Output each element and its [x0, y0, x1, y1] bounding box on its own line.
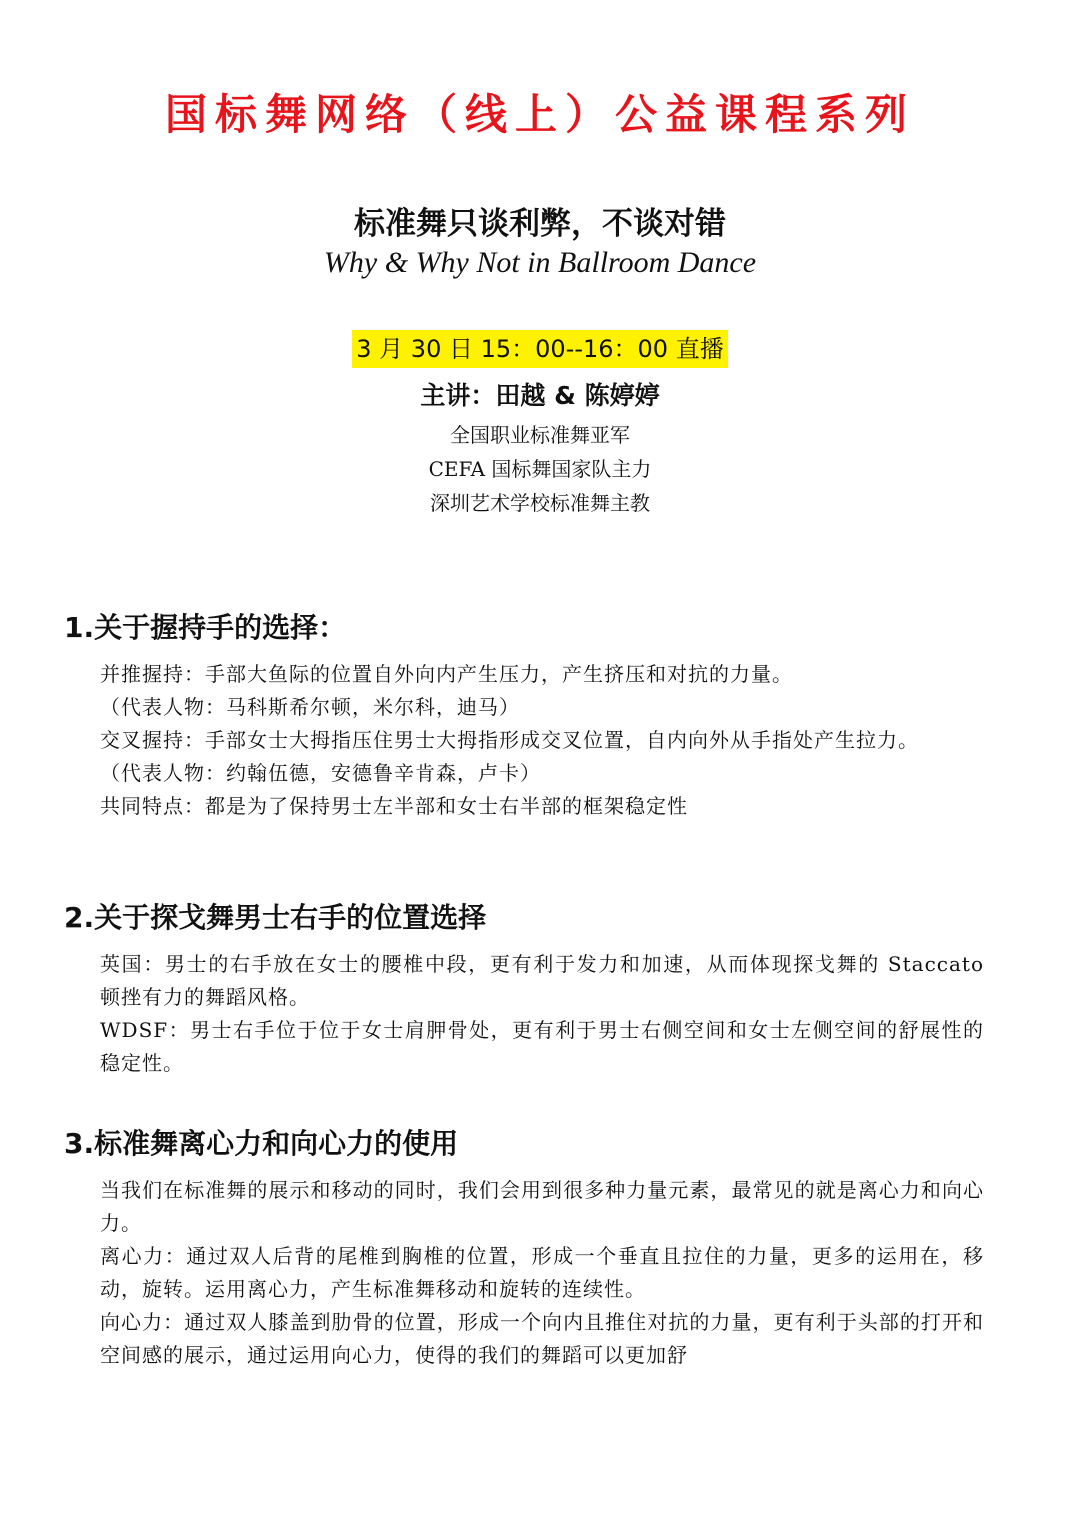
- credential-line: 全国职业标准舞亚军: [450, 423, 630, 447]
- paragraph: 英国：男士的右手放在女士的腰椎中段，更有利于发力和加速，从而体现探戈舞的 Staccato 顿挫有力的舞蹈风格。: [100, 952, 984, 1009]
- paragraph: （代表人物：约翰伍德，安德鲁辛肯森，卢卡）: [100, 761, 541, 785]
- section-heading: 3.标准舞离心力和向心力的使用: [64, 1127, 459, 1160]
- paragraph: 离心力：通过双人后背的尾椎到胸椎的位置，形成一个垂直且拉住的力量，更多的运用在，移动，旋转。运用离心力，产生标准舞移动和旋转的连续性。: [100, 1244, 984, 1301]
- speaker-line: 主讲：田越 & 陈婷婷: [420, 381, 660, 410]
- paragraph: 交叉握持：手部女士大拇指压住男士大拇指形成交叉位置，自内向外从手指处产生拉力。: [100, 728, 919, 752]
- paragraph: 向心力：通过双人膝盖到肋骨的位置，形成一个向内且推住对抗的力量，更有利于头部的打开和空间感的展示，通过运用向心力，使得的我们的舞蹈可以更加舒: [100, 1310, 984, 1367]
- paragraph: WDSF：男士右手位于位于女士肩胛骨处，更有利于男士右侧空间和女士左侧空间的舒展性的稳定性。: [100, 1018, 984, 1075]
- section-body: [0, 1174, 984, 1372]
- broadcast-time: 3 月 30 日 15：00--16：00 直播: [352, 330, 727, 368]
- series-title: 国标舞网络（线上）公益课程系列: [164, 90, 915, 139]
- date-block: [0, 330, 1080, 368]
- section-body: [0, 948, 984, 1080]
- paragraph: 共同特点：都是为了保持男士左半部和女士右半部的框架稳定性: [100, 794, 688, 818]
- section-heading: 2.关于探戈舞男士右手的位置选择: [64, 901, 487, 934]
- lecture-title: 标准舞只谈利弊，不谈对错: [354, 206, 726, 242]
- paragraph: 当我们在标准舞的展示和移动的同时，我们会用到很多种力量元素，最常见的就是离心力和向心力。: [100, 1178, 984, 1235]
- speaker-credentials: [0, 418, 1080, 520]
- credential-line: 深圳艺术学校标准舞主教: [430, 491, 650, 515]
- lecture-title-english: Why & Why Not in Ballroom Dance: [323, 246, 757, 279]
- section-tango-right-hand: [0, 898, 1080, 1080]
- section-centrifugal-centripetal: [0, 1124, 1080, 1372]
- section-heading: 1.关于握持手的选择：: [64, 611, 347, 644]
- paragraph: 并推握持：手部大鱼际的位置自外向内产生压力，产生挤压和对抗的力量。: [100, 662, 793, 686]
- credential-line: CEFA 国标舞国家队主力: [428, 457, 652, 481]
- section-hold-choice: [0, 608, 1080, 823]
- paragraph: （代表人物：马科斯希尔顿，米尔科，迪马）: [100, 695, 520, 719]
- section-body: [0, 658, 984, 823]
